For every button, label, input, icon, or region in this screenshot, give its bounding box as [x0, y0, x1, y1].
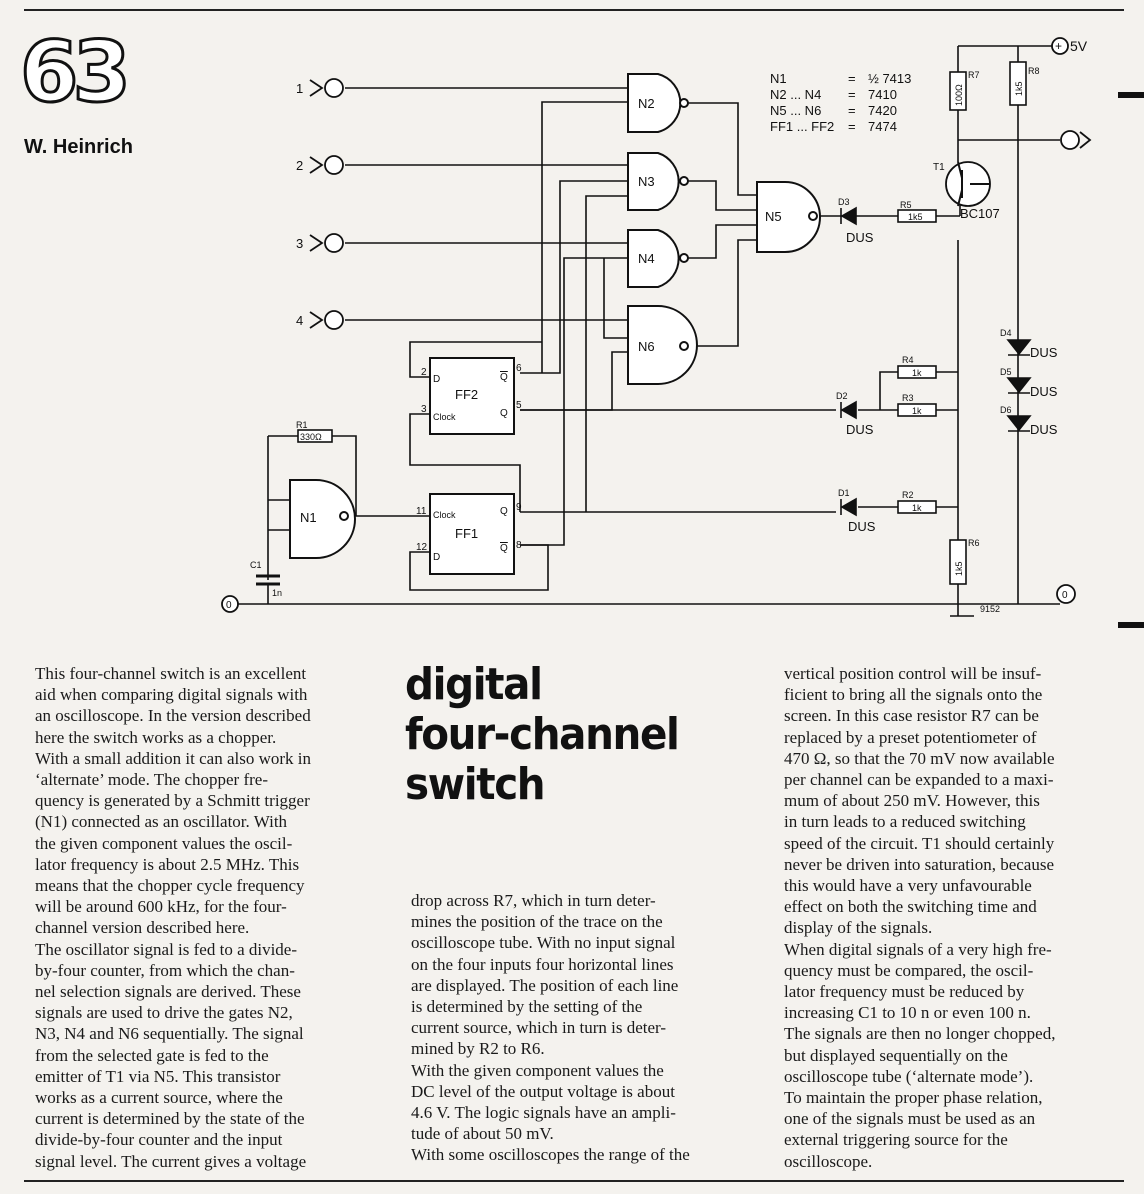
r5-value: 1k5	[908, 212, 923, 222]
body-text-line: speed of the circuit. T1 should certainly	[784, 833, 1055, 853]
ff1-pin8: 8	[516, 540, 522, 551]
ff2-qn-pin: Q	[500, 372, 508, 383]
ff1-qn-pin: Q	[500, 543, 508, 554]
body-text-line: ‘alternate’ mode. The chopper fre-	[35, 770, 268, 790]
text-column-3	[784, 663, 1119, 1172]
body-text-line: on the four inputs four horizontal lines	[411, 954, 674, 974]
d1-ref: D1	[838, 488, 850, 498]
r8-value: 1k5	[1014, 81, 1024, 96]
d5-ref: D5	[1000, 367, 1012, 377]
body-text-line: signal level. The current gives a voltage	[35, 1151, 307, 1171]
c1-value: 1n	[272, 588, 283, 598]
r1-ref: R1	[296, 420, 308, 430]
ic-value-4: 7474	[868, 119, 897, 134]
r6-value: 1k5	[954, 561, 964, 576]
body-text-line: The oscillator signal is fed to a divide-	[35, 939, 298, 959]
edge-mark	[1118, 92, 1144, 98]
body-text-line: With a small addition it can also work in	[35, 748, 311, 768]
author-name: W. Heinrich	[24, 136, 133, 158]
body-text-line: ficient to bring all the signals onto the	[784, 685, 1043, 705]
supply-label: 5V	[1070, 38, 1088, 54]
body-text-line: signals are used to drive the gates N2,	[35, 1003, 293, 1023]
gate-n4-label: N4	[638, 251, 655, 266]
ff2-pin3: 3	[421, 404, 427, 415]
gate-n3-label: N3	[638, 174, 655, 189]
input-label-2: 2	[296, 158, 304, 173]
ff1-clock-pin: Clock	[433, 510, 456, 520]
body-text-line: mined by R2 to R6.	[411, 1039, 545, 1059]
body-text-line: mum of about 250 mV. However, this	[784, 791, 1040, 811]
ic-name-4: FF1 ... FF2	[770, 119, 835, 134]
body-text-line: lator frequency is about 2.5 MHz. This	[35, 854, 300, 874]
ff1-pin12: 12	[416, 542, 428, 553]
body-text-line: current source, which in turn is deter-	[411, 1018, 667, 1038]
body-text-line: but displayed sequentially on the	[784, 1045, 1008, 1065]
body-text-line: replaced by a preset potentiometer of	[784, 727, 1037, 747]
ic-name-2: N2 ... N4	[770, 87, 822, 102]
article-title-line-2: four-channel	[405, 709, 679, 760]
c1-ref: C1	[250, 560, 262, 570]
body-text-line: the given component values the oscil-	[35, 833, 293, 853]
ic-eq-2: =	[848, 87, 856, 102]
input-label-3: 3	[296, 236, 304, 251]
r3-value: 1k	[912, 406, 922, 416]
ground-terminal-left: 0	[226, 600, 232, 611]
body-text-line: are displayed. The position of each line	[411, 975, 679, 995]
body-text-line: effect on both the switching time and	[784, 897, 1037, 917]
t1-type: BC107	[960, 206, 1000, 221]
r6-ref: R6	[968, 538, 980, 548]
body-text-line: means that the chopper cycle frequency	[35, 876, 305, 896]
body-text-line: works as a current source, where the	[35, 1088, 283, 1108]
r4-value: 1k	[912, 368, 922, 378]
d6-ref: D6	[1000, 405, 1012, 415]
body-text-line: The signals are then no longer chopped,	[784, 1024, 1056, 1044]
body-text-line: N3, N4 and N6 sequentially. The signal	[35, 1024, 304, 1044]
body-text-line: emitter of T1 via N5. This transistor	[35, 1066, 281, 1086]
d3-ref: D3	[838, 197, 850, 207]
body-text-line: by-four counter, from which the chan-	[35, 960, 295, 980]
r2-value: 1k	[912, 503, 922, 513]
d2-ref: D2	[836, 391, 848, 401]
body-text-line: vertical position control will be insuf-	[784, 664, 1042, 683]
body-text-line: DC level of the output voltage is about	[411, 1081, 675, 1101]
ff2-clock-pin: Clock	[433, 412, 456, 422]
ff1-q-pin: Q	[500, 506, 508, 517]
body-text-line: is determined by the setting of the	[411, 997, 643, 1017]
r8-ref: R8	[1028, 66, 1040, 76]
body-text-line: quency must be compared, the oscil-	[784, 960, 1034, 980]
article-title	[405, 660, 679, 810]
body-text-line: one of the signals must be used as an	[784, 1109, 1036, 1129]
ff2-label: FF2	[455, 387, 479, 402]
body-text-line: external triggering source for the	[784, 1130, 1008, 1150]
body-text-line: oscilloscope tube. With no input signal	[411, 933, 676, 953]
body-text-line: in turn leads to a reduced switching	[784, 812, 1026, 832]
body-text-line: aid when comparing digital signals with	[35, 685, 308, 705]
body-text-line: increasing C1 to 10 n or even 100 n.	[784, 1003, 1031, 1023]
body-text-line: per channel can be expanded to a maxi-	[784, 770, 1054, 790]
edge-mark	[1118, 622, 1144, 628]
body-text-line: (N1) connected as an oscillator. With	[35, 812, 288, 832]
body-text-line: To maintain the proper phase relation,	[784, 1088, 1043, 1108]
ff1-pin9: 9	[516, 502, 522, 513]
body-text-line: this would have a very unfavourable	[784, 876, 1032, 896]
ff1-pin11: 11	[416, 506, 427, 517]
r7-ref: R7	[968, 70, 980, 80]
gate-n1-label: N1	[300, 510, 317, 525]
figure-number: 9152	[980, 604, 1001, 614]
body-text-line: 470 Ω, so that the 70 mV now available	[784, 748, 1055, 768]
body-text-line: This four-channel switch is an excellent	[35, 664, 307, 683]
r7-value: 100Ω	[954, 84, 964, 106]
r1-value: 330Ω	[300, 432, 322, 442]
article-number: 63	[20, 23, 125, 121]
d4-ref: D4	[1000, 328, 1012, 338]
ff1-label: FF1	[455, 526, 479, 541]
body-text-line: oscilloscope.	[784, 1151, 873, 1171]
ff2-pin6: 6	[516, 363, 522, 374]
gate-n5-label: N5	[765, 209, 782, 224]
r4-ref: R4	[902, 355, 914, 365]
body-text-line: current is determined by the state of the	[35, 1109, 305, 1129]
body-text-line: drop across R7, which in turn deter-	[411, 891, 656, 910]
d6-type: DUS	[1030, 422, 1058, 437]
supply-plus-symbol: +	[1055, 39, 1063, 53]
body-text-line: lator frequency must be reduced by	[784, 982, 1025, 1002]
d4-type: DUS	[1030, 345, 1058, 360]
r2-ref: R2	[902, 490, 914, 500]
ff2-d-pin: D	[433, 374, 441, 385]
body-text-line: oscilloscope tube (‘alternate mode’).	[784, 1066, 1034, 1086]
body-text-line: When digital signals of a very high fre-	[784, 939, 1052, 959]
ic-value-1: ½ 7413	[868, 71, 912, 86]
ic-name-3: N5 ... N6	[770, 103, 822, 118]
ic-eq-4: =	[848, 119, 856, 134]
body-text-line: an oscilloscope. In the version described	[35, 706, 311, 726]
body-text-line: display of the signals.	[784, 918, 933, 938]
t1-ref: T1	[933, 162, 945, 173]
body-text-line: divide-by-four counter and the input	[35, 1130, 283, 1150]
ic-eq-1: =	[848, 71, 856, 86]
ff2-pin2: 2	[421, 367, 427, 378]
body-text-line: never be driven into saturation, because	[784, 854, 1055, 874]
body-text-line: screen. In this case resistor R7 can be	[784, 706, 1039, 726]
ic-name-1: N1	[770, 71, 787, 86]
article-title-line-3: switch	[405, 759, 545, 810]
ground-terminal-right: 0	[1062, 590, 1068, 601]
body-text-line: here the switch works as a chopper.	[35, 727, 277, 747]
input-label-1: 1	[296, 81, 304, 96]
body-text-line: tude of about 50 mV.	[411, 1124, 554, 1144]
r3-ref: R3	[902, 393, 914, 403]
d3-type: DUS	[846, 230, 874, 245]
text-column-1	[35, 663, 380, 1172]
input-label-4: 4	[296, 313, 304, 328]
body-text-line: 4.6 V. The logic signals have an ampli-	[411, 1103, 676, 1123]
d1-type: DUS	[848, 519, 876, 534]
gate-n2-label: N2	[638, 96, 655, 111]
r5-ref: R5	[900, 200, 912, 210]
body-text-line: nel selection signals are derived. These	[35, 982, 301, 1002]
body-text-line: With the given component values the	[411, 1060, 664, 1080]
body-text-line: channel version described here.	[35, 918, 250, 938]
body-text-line: will be around 600 kHz, for the four-	[35, 897, 287, 917]
ic-value-3: 7420	[868, 103, 897, 118]
d2-type: DUS	[846, 422, 874, 437]
body-text-line: from the selected gate is fed to the	[35, 1045, 269, 1065]
body-text-line: quency is generated by a Schmitt trigger	[35, 791, 310, 811]
ff2-q-pin: Q	[500, 408, 508, 419]
d5-type: DUS	[1030, 384, 1058, 399]
body-text-line: mines the position of the trace on the	[411, 912, 663, 932]
body-text-line: With some oscilloscopes the range of the	[411, 1145, 690, 1165]
bottom-rule	[24, 1180, 1124, 1182]
ff1-d-pin: D	[433, 552, 441, 563]
ic-value-2: 7410	[868, 87, 897, 102]
text-column-2	[411, 890, 756, 1166]
gate-n6-label: N6	[638, 339, 655, 354]
article-title-line-1: digital	[405, 659, 542, 710]
ff2-pin5: 5	[516, 400, 522, 411]
ic-eq-3: =	[848, 103, 856, 118]
